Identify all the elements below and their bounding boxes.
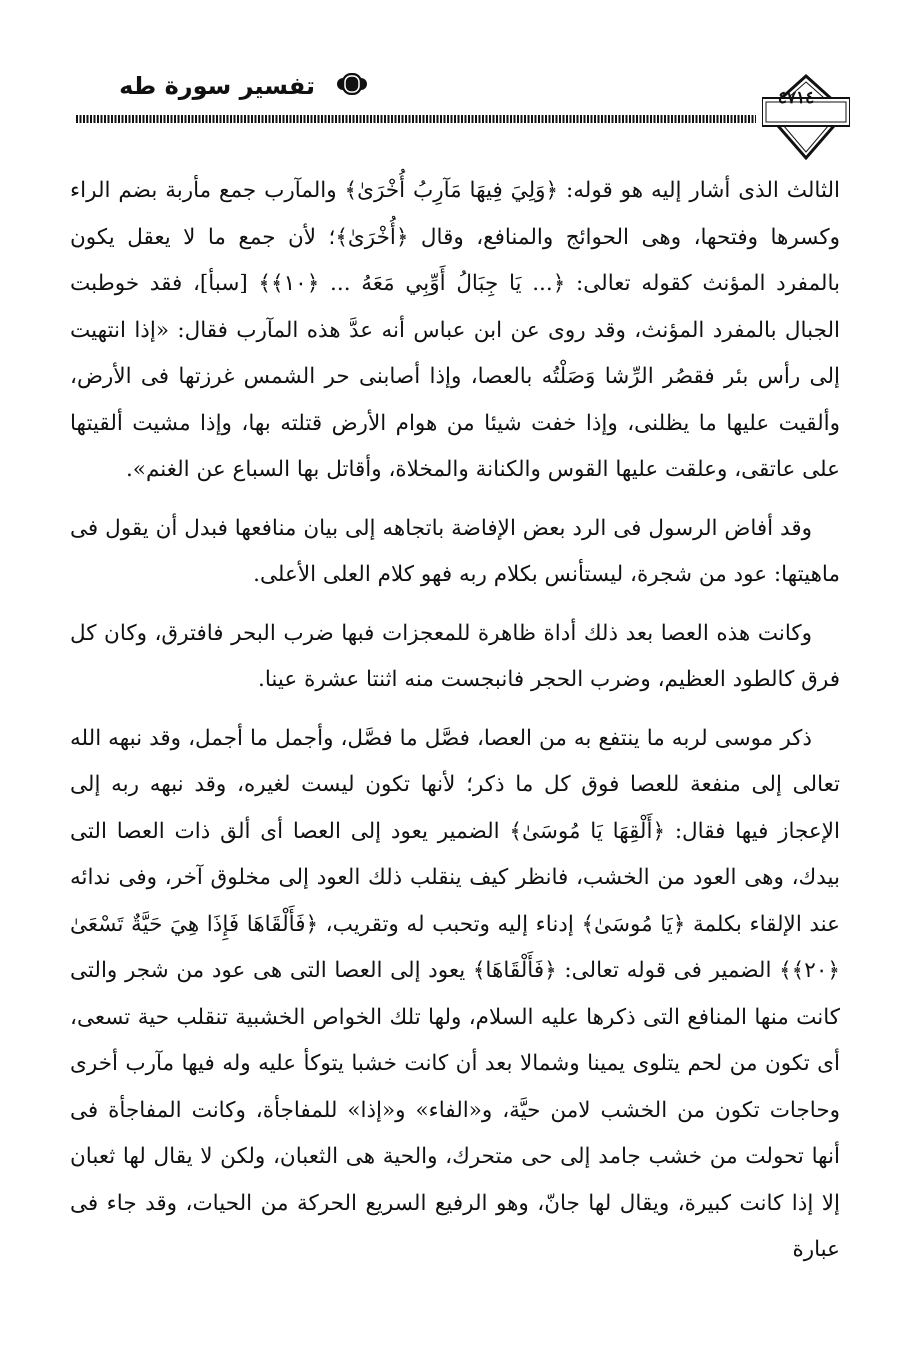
page-number: ٤٧١٤ [777, 88, 815, 108]
ornament-icon [334, 70, 370, 98]
book-title: تفسير سورة طه [119, 72, 315, 100]
page-body [70, 168, 840, 1274]
paragraph-1: الثالث الذى أشار إليه هو قوله: ﴿وَلِيَ فِيهَا مَآرِبُ أُخْرَىٰ﴾ والمآرب جمع مأربة بضم الراء وكسرها وفتحها، وهى الحوائج والمنافع، وقال ﴿أُخْرَىٰ﴾؛ لأن جمع ما لا يعقل يكون بالمفرد المؤنث كقوله تعالى: ﴿... يَا جِبَالُ أَوِّبِي مَعَهُ ... ﴿١٠﴾﴾ [سبأ]، فقد خوطبت الجبال بالمفرد المؤنث، وقد روى عن ابن عباس أنه عدَّ هذه المآرب فقال: «إذا انتهيت إلى رأس بئر فقصُر الرِّشا وَصَلْتُه بالعصا، وإذا أصابنى حر الشمس غرزتها فى الأرض، وألقيت عليها ما يظلنى، وإذا خفت شيئا من هوام الأرض قتلته بها، وإذا مشيت ألقيتها على عاتقى، وعلقت عليها القوس والكنانة والمخلاة، وأقاتل بها السباع عن الغنم». [70, 178, 841, 482]
paragraph-3: وكانت هذه العصا بعد ذلك أداة ظاهرة للمعجزات فبها ضرب البحر فافترق، وكان كل فرق كالطود العظيم، وضرب الحجر فانبجست منه اثنتا عشرة عينا. [70, 620, 840, 692]
paragraph-2: وقد أفاض الرسول فى الرد بعض الإفاضة باتجاهه إلى بيان منافعها فبدل أن يقول فى ماهيتها: عود من شجرة، ليستأنس بكلام ربه فهو كلام العلى الأعلى. [70, 515, 840, 587]
page-number-frame-icon [762, 72, 850, 162]
header-divider [76, 115, 756, 123]
page-header [70, 58, 840, 158]
paragraph-4: ذكر موسى لربه ما ينتفع به من العصا، فصَّل ما فصَّل، وأجمل ما أجمل، وقد نبهه الله تعالى إلى منفعة للعصا فوق كل ما ذكر؛ لأنها تكون ليست لغيره، وقد نبهه ربه إلى الإعجاز فيها فقال: ﴿أَلْقِهَا يَا مُوسَىٰ﴾ الضمير يعود إلى العصا أى ألق ذات العصا التى بيدك، وهى العود من الخشب، فانظر كيف ينقلب ذلك العود إلى مخلوق آخر، وفى ندائه عند الإلقاء بكلمة ﴿يَا مُوسَىٰ﴾ إدناء إليه وتحبب له وتقريب، ﴿فَأَلْقَاهَا فَإِذَا هِيَ حَيَّةٌ تَسْعَىٰ ﴿٢٠﴾﴾ الضمير فى قوله تعالى: ﴿فَأَلْقَاهَا﴾ يعود إلى العصا التى هى عود من شجر والتى كانت منها المنافع التى ذكرها عليه السلام، ولها تلك الخواص الخشبية تنقلب حية تسعى، أى تكون من لحم يتلوى يمينا وشمالا بعد أن كانت خشبا يتوكأ عليه وله فيها مآرب أخرى وحاجات تكون من الخشب لامن حيَّة، و«الفاء» و«إذا» للمفاجأة، وكانت المفاجأة فى أنها تحولت من خشب جامد إلى حى متحرك، والحية هى الثعبان، ولكن لا يقال لها ثعبان إلا إذا كانت كبيرة، ويقال لها جانّ، وهو الرفيع السريع الحركة من الحيات، وقد جاء فى عبارة [70, 725, 840, 1262]
